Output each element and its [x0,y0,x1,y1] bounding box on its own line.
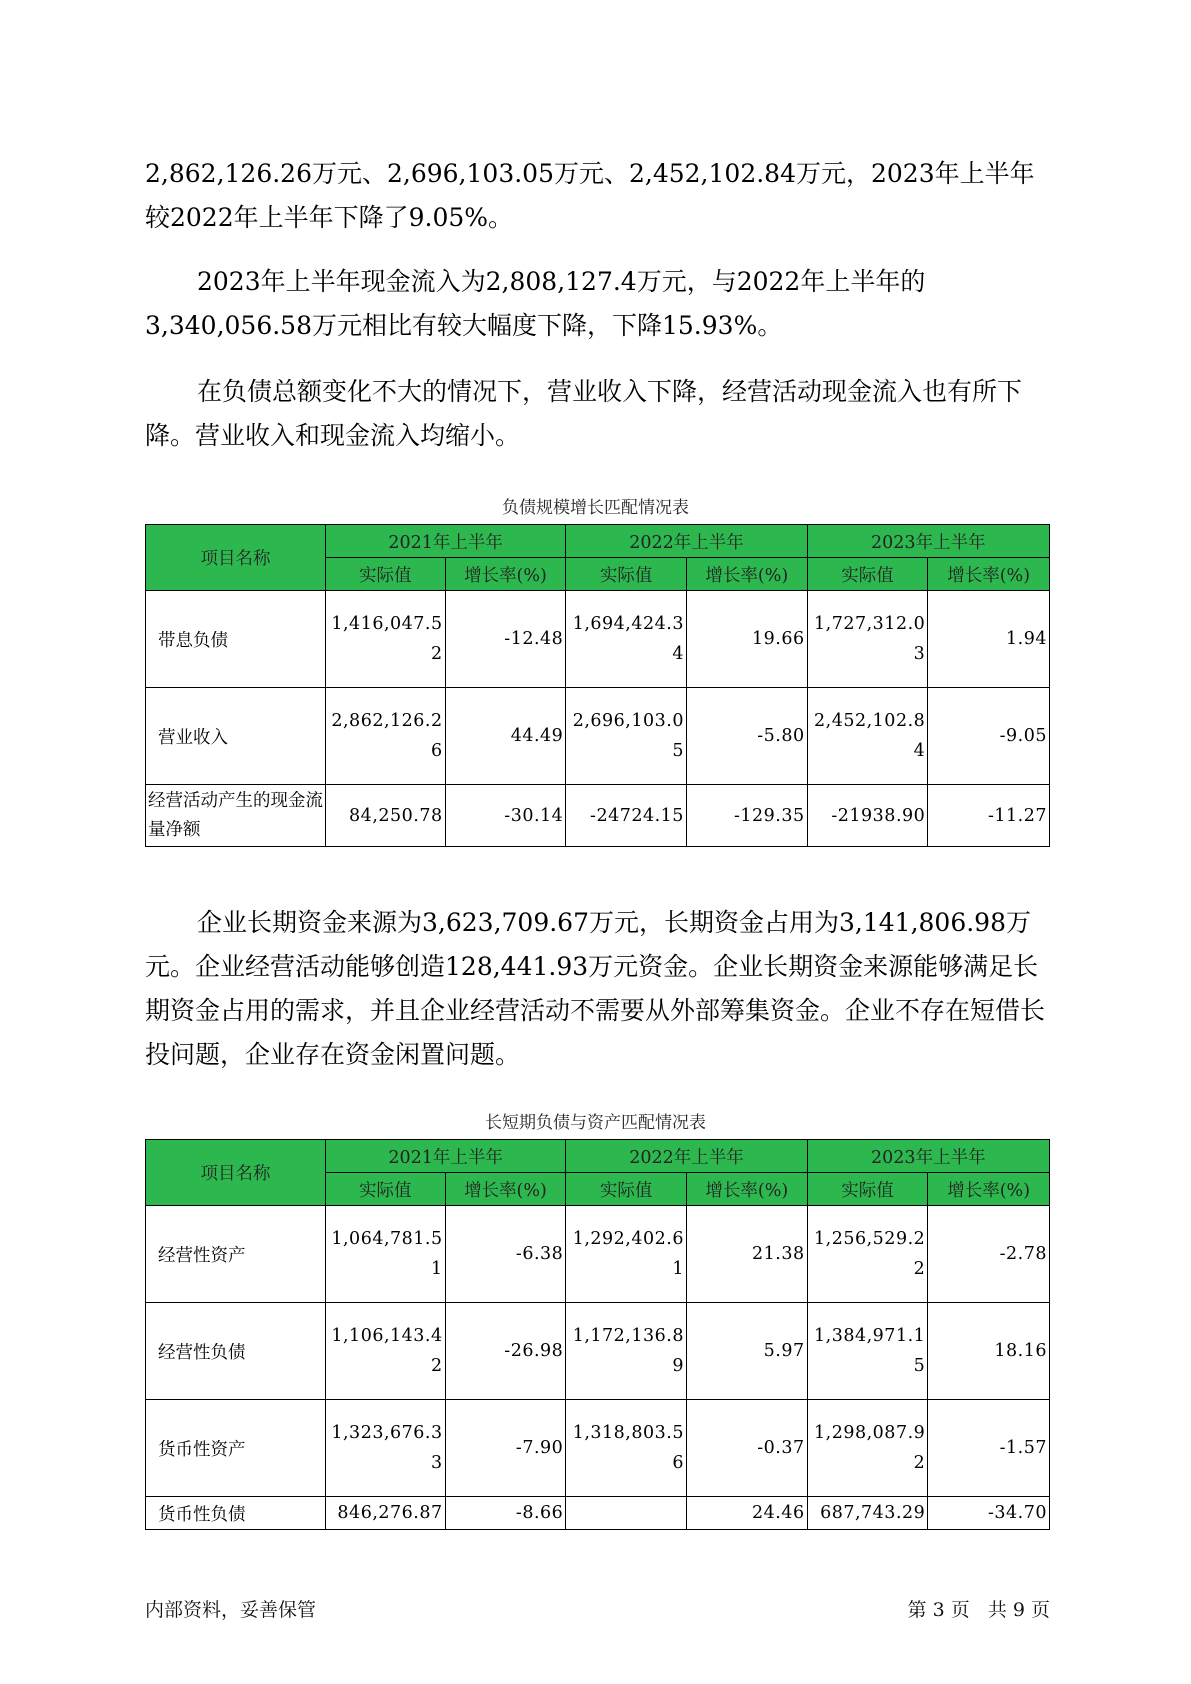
cell-rate: -11.27 [928,785,1050,847]
cell-rate: -7.90 [445,1400,566,1497]
header-item-name: 项目名称 [146,1140,326,1206]
cell-value: 1,323,676.33 [325,1400,445,1497]
table-row [146,591,1050,688]
header-growth-rate: 增长率(%) [445,558,566,591]
table2-caption: 长短期负债与资产匹配情况表 [485,1113,706,1133]
cell-value: 1,298,087.92 [807,1400,928,1497]
header-growth-rate: 增长率(%) [686,1173,807,1206]
table-row [146,1303,1050,1400]
cell-value: 1,384,971.15 [807,1303,928,1400]
paragraph-liability-summary: 在负债总额变化不大的情况下，营业收入下降，经营活动现金流入也有所下降。营业收入和现金流入均缩小。 [145,377,1023,450]
header-year-2021: 2021年上半年 [325,525,565,558]
header-actual-value: 实际值 [807,558,928,591]
header-growth-rate: 增长率(%) [686,558,807,591]
header-year-2023: 2023年上半年 [807,525,1049,558]
table-row [146,688,1050,785]
row-label: 经营性负债 [146,1303,326,1400]
cell-rate: 19.66 [686,591,807,688]
header-actual-value: 实际值 [566,1173,687,1206]
cell-rate: 1.94 [928,591,1050,688]
row-label: 货币性负债 [146,1497,326,1530]
table1-caption: 负债规模增长匹配情况表 [502,498,689,518]
cell-value: 1,256,529.22 [807,1206,928,1303]
cell-value: -24724.15 [566,785,687,847]
cell-rate: -26.98 [445,1303,566,1400]
cell-rate: -5.80 [686,688,807,785]
header-actual-value: 实际值 [807,1173,928,1206]
cell-value: 1,416,047.52 [325,591,445,688]
cell-value: 1,064,781.51 [325,1206,445,1303]
header-actual-value: 实际值 [325,558,445,591]
cell-value: 2,696,103.05 [566,688,687,785]
header-actual-value: 实际值 [325,1173,445,1206]
header-actual-value: 实际值 [566,558,687,591]
header-growth-rate: 增长率(%) [928,1173,1050,1206]
header-growth-rate: 增长率(%) [445,1173,566,1206]
cell-value: 84,250.78 [325,785,445,847]
cell-rate: 18.16 [928,1303,1050,1400]
header-year-2023: 2023年上半年 [807,1140,1049,1173]
cell-value: 1,727,312.03 [807,591,928,688]
cell-rate: -1.57 [928,1400,1050,1497]
row-label: 货币性资产 [146,1400,326,1497]
row-label: 营业收入 [146,688,326,785]
row-label: 经营活动产生的现金流量净额 [146,785,326,847]
cell-rate: -2.78 [928,1206,1050,1303]
paragraph-long-term-funds: 企业长期资金来源为3,623,709.67万元，长期资金占用为3,141,806.98万元。企业经营活动能够创造128,441.93万元资金。企业长期资金来源能够满足长期资金占用的需求，并且企业经营活动不需要从外部筹集资金。企业不存在短借长投问题，企业存在资金闲置问题。 [145,908,1046,1069]
header-year-2022: 2022年上半年 [566,525,807,558]
cell-rate: -8.66 [445,1497,566,1530]
cell-value [566,1497,687,1530]
liability-scale-table [145,524,1050,847]
table-row [146,1497,1050,1530]
cell-value: 1,318,803.56 [566,1400,687,1497]
cell-rate: 24.46 [686,1497,807,1530]
table-row [146,1400,1050,1497]
cell-value: 846,276.87 [325,1497,445,1530]
cell-value: 1,694,424.34 [566,591,687,688]
cell-rate: -12.48 [445,591,566,688]
cell-rate: -129.35 [686,785,807,847]
cell-value: 2,862,126.26 [325,688,445,785]
cell-value: 1,106,143.42 [325,1303,445,1400]
cell-rate: 21.38 [686,1206,807,1303]
cell-value: 1,172,136.89 [566,1303,687,1400]
header-year-2021: 2021年上半年 [325,1140,565,1173]
cell-value: 1,292,402.61 [566,1206,687,1303]
asset-liability-matching-table [145,1139,1050,1530]
cell-value: 2,452,102.84 [807,688,928,785]
cell-rate: 5.97 [686,1303,807,1400]
header-year-2022: 2022年上半年 [566,1140,807,1173]
footer-confidential-note: 内部资料，妥善保管 [145,1599,317,1621]
row-label: 经营性资产 [146,1206,326,1303]
header-item-name: 项目名称 [146,525,326,591]
header-growth-rate: 增长率(%) [928,558,1050,591]
cell-value: 687,743.29 [807,1497,928,1530]
table-row [146,785,1050,847]
cell-rate: -30.14 [445,785,566,847]
table-row [146,1206,1050,1303]
paragraph-revenue-trend: 2,862,126.26万元、2,696,103.05万元、2,452,102.84万元，2023年上半年较2022年上半年下降了9.05%。 [145,159,1035,232]
cell-value: -21938.90 [807,785,928,847]
row-label: 带息负债 [146,591,326,688]
cell-rate: -9.05 [928,688,1050,785]
cell-rate: 44.49 [445,688,566,785]
footer-page-number: 第 3 页 共 9 页 [907,1599,1050,1621]
paragraph-cash-inflow: 2023年上半年现金流入为2,808,127.4万元，与2022年上半年的3,340,056.58万元相比有较大幅度下降，下降15.93%。 [145,267,926,340]
cell-rate: -6.38 [445,1206,566,1303]
cell-rate: -0.37 [686,1400,807,1497]
cell-rate: -34.70 [928,1497,1050,1530]
